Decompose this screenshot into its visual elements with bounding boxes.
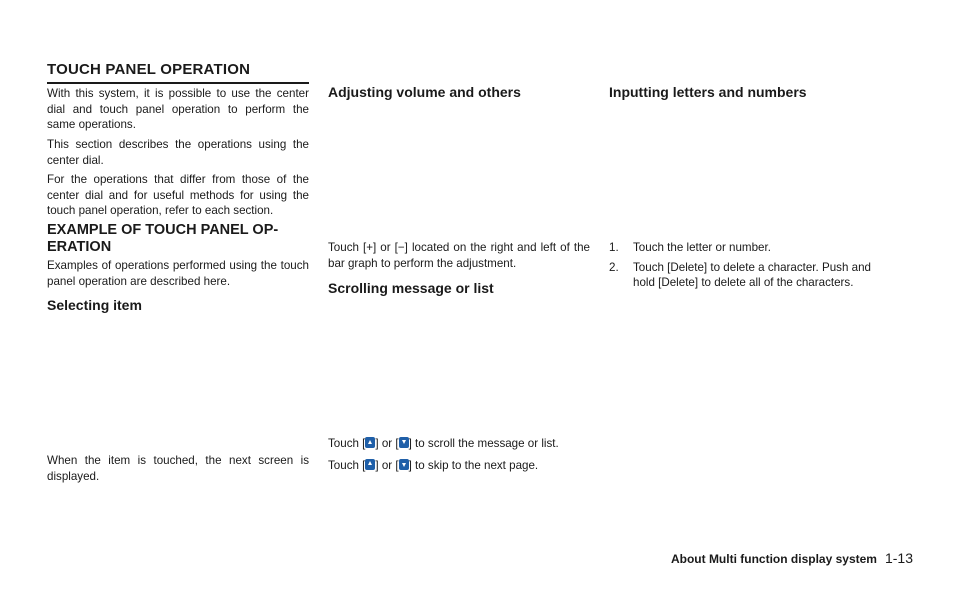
- heading-inputting: Inputting letters and numbers: [609, 84, 807, 100]
- step-text: Touch [Delete] to delete a character. Push and hold [Delete] to delete all of the characters.: [633, 260, 871, 290]
- page-text-mid: ] or [: [375, 459, 399, 472]
- heading-adjusting-volume: Adjusting volume and others: [328, 84, 521, 100]
- page-text-post: ] to skip to the next page.: [408, 459, 539, 472]
- intro-paragraph-2: This section describes the operations using the center dial.: [47, 138, 309, 167]
- list-item: [609, 240, 871, 256]
- scroll-text-mid: ] or [: [375, 437, 399, 450]
- page-footer: [671, 550, 913, 566]
- selecting-paragraph: When the item is touched, the next screen is displayed.: [47, 454, 309, 483]
- scroll-up-icon: [365, 437, 375, 448]
- volume-paragraph: Touch [+] or [−] located on the right and left of the bar graph to perform the adjustment.: [328, 241, 590, 270]
- step-text: Touch the letter or number.: [633, 241, 771, 254]
- scroll-down-icon: [399, 437, 409, 448]
- section-title: TOUCH PANEL OPERATION: [47, 61, 309, 84]
- page-down-icon: [399, 459, 409, 470]
- page-up-icon: [365, 459, 375, 470]
- scroll-text-post: ] to scroll the message or list.: [408, 437, 559, 450]
- intro-paragraph-3: For the operations that differ from those of the center dial and for useful methods for using the touch panel operation, refer to each section.: [47, 173, 309, 218]
- scroll-paragraph-2: [328, 458, 590, 474]
- scroll-paragraph-1: [328, 436, 590, 452]
- heading-example: EXAMPLE OF TOUCH PANEL OP-ERATION: [47, 222, 279, 255]
- scroll-text-pre: Touch [: [328, 437, 366, 450]
- step-number: 1.: [609, 241, 619, 254]
- example-paragraph: Examples of operations performed using the touch panel operation are described here.: [47, 259, 309, 288]
- footer-label: About Multi function display system: [670, 552, 877, 566]
- page-number: 1-13: [884, 550, 913, 566]
- step-number: 2.: [609, 260, 619, 274]
- intro-paragraph-1: With this system, it is possible to use the center dial and touch panel operation to perform the same operations.: [47, 87, 309, 132]
- page-text-pre: Touch [: [328, 459, 366, 472]
- steps-list: [609, 240, 871, 295]
- heading-selecting-item: Selecting item: [47, 297, 142, 313]
- list-item: [609, 260, 871, 291]
- heading-scrolling: Scrolling message or list: [328, 280, 494, 296]
